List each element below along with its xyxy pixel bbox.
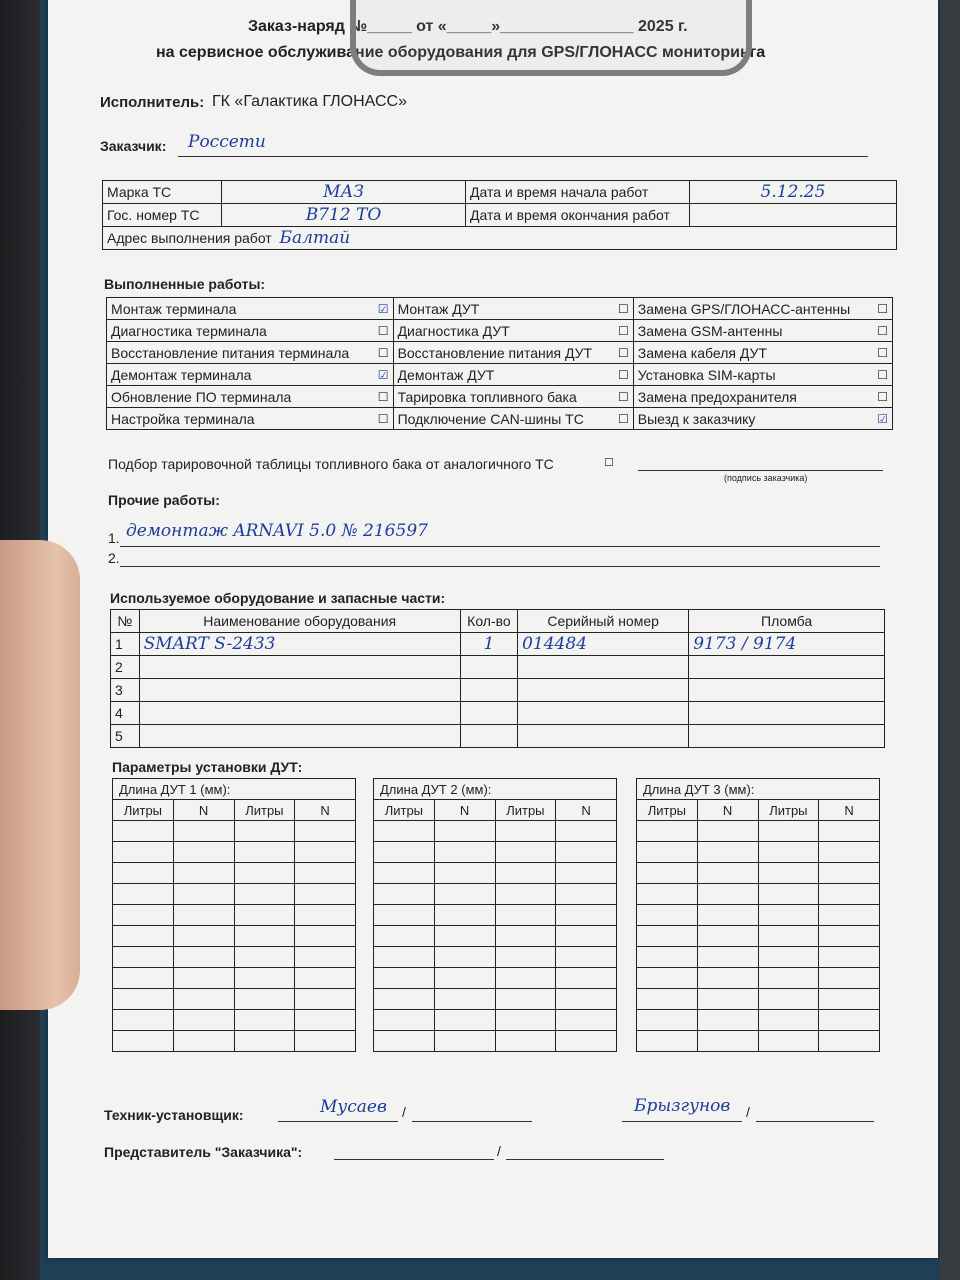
dut-cell[interactable] — [819, 1031, 880, 1052]
works-table — [106, 297, 893, 430]
technician-name-second-line — [756, 1121, 874, 1122]
dut-cell[interactable] — [234, 884, 295, 905]
dut-cell[interactable] — [758, 968, 819, 989]
work-label: Замена GSM-антенны — [633, 320, 868, 342]
dut-cell[interactable] — [819, 905, 880, 926]
dut-cell[interactable] — [434, 989, 495, 1010]
customer-rep-line-1 — [334, 1159, 494, 1160]
dut-cell[interactable] — [819, 1010, 880, 1031]
customer-rep-label: Представитель "Заказчика": — [104, 1144, 303, 1160]
work-label: Выезд к заказчику — [633, 408, 868, 430]
dut-cell[interactable] — [819, 863, 880, 884]
equipment-cell — [689, 679, 885, 702]
dut-column-header: Литры — [113, 800, 174, 821]
dut-cell[interactable] — [374, 989, 435, 1010]
dut-cell[interactable] — [556, 821, 617, 842]
work-label: Восстановление питания терминала — [107, 342, 369, 364]
separator: / — [746, 1104, 750, 1120]
equipment-handwritten-value: 9173 / 9174 — [693, 634, 797, 654]
dut-cell[interactable] — [173, 989, 234, 1010]
dut-table-title: Длина ДУТ 3 (мм): — [637, 779, 880, 800]
plate-label: Гос. номер ТС — [103, 204, 222, 227]
dut-cell[interactable] — [495, 968, 556, 989]
dut-cell[interactable] — [434, 1010, 495, 1031]
work-checkbox[interactable]: ☐ — [868, 342, 893, 364]
customer-label: Заказчик: — [100, 138, 167, 154]
dut-cell[interactable] — [173, 926, 234, 947]
equipment-handwritten-value: 1 — [483, 634, 495, 654]
dut-cell[interactable] — [434, 947, 495, 968]
work-checkbox[interactable]: ☐ — [609, 364, 634, 386]
dut-cell[interactable] — [234, 1010, 295, 1031]
dut-cell[interactable] — [374, 884, 435, 905]
equipment-cell — [518, 725, 689, 748]
dut-cell[interactable] — [556, 842, 617, 863]
equipment-column-header: Наименование оборудования — [139, 610, 460, 633]
dut-cell[interactable] — [637, 989, 698, 1010]
dut-cell[interactable] — [637, 884, 698, 905]
dut-cell[interactable] — [113, 989, 174, 1010]
other-works-title: Прочие работы: — [108, 492, 220, 508]
work-label: Диагностика ДУТ — [393, 320, 609, 342]
dut-cell[interactable] — [495, 863, 556, 884]
work-label: Демонтаж ДУТ — [393, 364, 609, 386]
dut-cell[interactable] — [637, 926, 698, 947]
dut-cell[interactable] — [434, 821, 495, 842]
equipment-column-header: № — [111, 610, 140, 633]
dut-cell[interactable] — [113, 926, 174, 947]
address-value: Балтай — [279, 228, 351, 248]
technician-name-line — [622, 1121, 742, 1122]
dut-cell[interactable] — [434, 905, 495, 926]
work-checkbox[interactable]: ☑ — [369, 364, 394, 386]
equipment-cell — [518, 656, 689, 679]
equipment-cell — [139, 633, 460, 656]
work-checkbox[interactable]: ☐ — [868, 320, 893, 342]
end-label: Дата и время окончания работ — [466, 204, 690, 227]
dut-cell[interactable] — [113, 947, 174, 968]
dut-cell[interactable] — [295, 863, 356, 884]
form-title: Заказ-наряд №_____ от «_____»_______________ 2025 г. — [248, 18, 688, 35]
dut-cell[interactable] — [556, 989, 617, 1010]
equipment-cell — [139, 656, 460, 679]
equipment-cell — [460, 702, 517, 725]
dut-cell[interactable] — [819, 821, 880, 842]
dut-cell[interactable] — [697, 905, 758, 926]
dut-cell[interactable] — [556, 926, 617, 947]
other-item-1-line — [120, 546, 880, 547]
dut-cell[interactable] — [819, 968, 880, 989]
work-checkbox[interactable]: ☐ — [609, 408, 634, 430]
dut-cell[interactable] — [697, 926, 758, 947]
dut-cell[interactable] — [113, 968, 174, 989]
technician-name: Брызгунов — [634, 1096, 731, 1116]
equipment-cell — [460, 679, 517, 702]
dut-cell[interactable] — [173, 968, 234, 989]
dut-cell[interactable] — [637, 842, 698, 863]
technician-sign: Мусаев — [320, 1097, 387, 1117]
brand-label: Марка ТС — [103, 181, 222, 204]
dut-cell[interactable] — [697, 968, 758, 989]
dut-cell[interactable] — [113, 863, 174, 884]
technician-second-line — [412, 1121, 532, 1122]
equipment-column-header: Пломба — [689, 610, 885, 633]
dut-cell[interactable] — [295, 842, 356, 863]
dut-cell[interactable] — [758, 905, 819, 926]
tank-table-checkbox[interactable]: ☐ — [604, 457, 614, 469]
work-checkbox[interactable]: ☐ — [609, 386, 634, 408]
dut-cell[interactable] — [295, 884, 356, 905]
dut-cell[interactable] — [556, 968, 617, 989]
work-checkbox[interactable]: ☐ — [868, 386, 893, 408]
equipment-column-header: Серийный номер — [518, 610, 689, 633]
works-title: Выполненные работы: — [104, 276, 266, 292]
dut-cell[interactable] — [495, 884, 556, 905]
dut-cell[interactable] — [374, 1010, 435, 1031]
dut-cell[interactable] — [374, 926, 435, 947]
dut-cell[interactable] — [495, 947, 556, 968]
equipment-cell — [518, 679, 689, 702]
equipment-cell — [139, 725, 460, 748]
dut-cell[interactable] — [697, 821, 758, 842]
work-label: Замена кабеля ДУТ — [633, 342, 868, 364]
customer-rep-line-2 — [506, 1159, 664, 1160]
dut-cell[interactable] — [234, 863, 295, 884]
work-label: Подключение CAN-шины ТС — [393, 408, 609, 430]
dut-cell[interactable] — [637, 947, 698, 968]
dut-cell[interactable] — [637, 1031, 698, 1052]
dut-cell[interactable] — [234, 947, 295, 968]
dut-cell[interactable] — [495, 905, 556, 926]
dut-cell[interactable] — [637, 821, 698, 842]
dut-column-header: Литры — [758, 800, 819, 821]
equipment-cell — [689, 725, 885, 748]
equipment-cell — [518, 633, 689, 656]
dut-table — [636, 778, 880, 1052]
dut-cell[interactable] — [819, 884, 880, 905]
dut-cell[interactable] — [173, 1010, 234, 1031]
dut-cell[interactable] — [637, 968, 698, 989]
dut-cell[interactable] — [234, 821, 295, 842]
work-label: Монтаж ДУТ — [393, 298, 609, 320]
dut-column-header: N — [295, 800, 356, 821]
work-checkbox[interactable]: ☐ — [369, 320, 394, 342]
equipment-cell — [689, 633, 885, 656]
equipment-handwritten-value: 014484 — [522, 634, 588, 654]
vehicle-table — [102, 180, 897, 250]
dut-cell[interactable] — [758, 989, 819, 1010]
dut-cell[interactable] — [495, 1031, 556, 1052]
work-label: Тарировка топливного бака — [393, 386, 609, 408]
equipment-row-number: 1 — [111, 633, 140, 656]
technician-sign-line — [278, 1121, 398, 1122]
work-label: Обновление ПО терминала — [107, 386, 369, 408]
equipment-cell — [460, 656, 517, 679]
dut-cell[interactable] — [374, 968, 435, 989]
dut-cell[interactable] — [434, 863, 495, 884]
dut-cell[interactable] — [637, 1010, 698, 1031]
dut-cell[interactable] — [234, 968, 295, 989]
dut-cell[interactable] — [234, 905, 295, 926]
dut-cell[interactable] — [374, 821, 435, 842]
dut-cell[interactable] — [697, 863, 758, 884]
dut-cell[interactable] — [697, 1010, 758, 1031]
equipment-row-number: 4 — [111, 702, 140, 725]
customer-line — [178, 156, 868, 157]
dut-cell[interactable] — [758, 1031, 819, 1052]
equipment-cell — [139, 679, 460, 702]
start-value: 5.12.25 — [760, 182, 826, 202]
dut-cell[interactable] — [295, 947, 356, 968]
work-label: Восстановление питания ДУТ — [393, 342, 609, 364]
dut-cell[interactable] — [758, 884, 819, 905]
dut-cell[interactable] — [495, 821, 556, 842]
end-value — [690, 204, 897, 227]
dut-cell[interactable] — [697, 989, 758, 1010]
work-checkbox[interactable]: ☐ — [609, 342, 634, 364]
work-label: Демонтаж терминала — [107, 364, 369, 386]
other-item-1-num: 1. — [108, 530, 120, 546]
other-item-1-value: демонтаж ARNAVI 5.0 № 216597 — [126, 521, 428, 541]
dut-column-header: Литры — [495, 800, 556, 821]
dut-cell[interactable] — [173, 884, 234, 905]
dut-cell[interactable] — [173, 863, 234, 884]
dut-cell[interactable] — [819, 989, 880, 1010]
dut-cell[interactable] — [637, 905, 698, 926]
dut-cell[interactable] — [495, 989, 556, 1010]
work-checkbox[interactable]: ☑ — [369, 298, 394, 320]
dut-cell[interactable] — [556, 1031, 617, 1052]
dut-cell[interactable] — [556, 863, 617, 884]
dut-cell[interactable] — [113, 1031, 174, 1052]
dut-cell[interactable] — [113, 905, 174, 926]
brand-value: МАЗ — [323, 182, 364, 202]
work-checkbox[interactable]: ☐ — [868, 364, 893, 386]
dut-cell[interactable] — [697, 947, 758, 968]
address-label: Адрес выполнения работ — [107, 230, 272, 246]
dut-cell[interactable] — [295, 1010, 356, 1031]
order-form-sheet — [48, 0, 938, 1258]
clipboard-clip — [350, 0, 752, 76]
dut-cell[interactable] — [113, 884, 174, 905]
dut-cell[interactable] — [295, 989, 356, 1010]
dut-cell[interactable] — [434, 884, 495, 905]
dut-table — [373, 778, 617, 1052]
dut-cell[interactable] — [637, 863, 698, 884]
equipment-row-number: 5 — [111, 725, 140, 748]
dut-cell[interactable] — [819, 842, 880, 863]
dut-cell[interactable] — [295, 821, 356, 842]
dut-column-header: N — [819, 800, 880, 821]
dut-cell[interactable] — [113, 821, 174, 842]
work-label: Установка SIM-карты — [633, 364, 868, 386]
equipment-handwritten-value: SMART S-2433 — [143, 634, 276, 654]
dut-cell[interactable] — [295, 926, 356, 947]
work-label: Монтаж терминала — [107, 298, 369, 320]
equipment-table — [110, 609, 885, 748]
dut-cell[interactable] — [113, 1010, 174, 1031]
work-checkbox[interactable]: ☐ — [609, 320, 634, 342]
dut-cell[interactable] — [758, 821, 819, 842]
dut-cell[interactable] — [234, 842, 295, 863]
work-checkbox[interactable]: ☐ — [369, 386, 394, 408]
dut-title: Параметры установки ДУТ: — [112, 759, 303, 775]
dut-column-header: Литры — [374, 800, 435, 821]
dut-cell[interactable] — [495, 1010, 556, 1031]
dut-cell[interactable] — [295, 905, 356, 926]
customer-signature-line — [638, 470, 883, 471]
other-item-2-num: 2. — [108, 550, 120, 566]
dut-cell[interactable] — [173, 821, 234, 842]
equipment-cell — [460, 725, 517, 748]
dut-table — [112, 778, 356, 1052]
dut-cell[interactable] — [758, 1010, 819, 1031]
dut-cell[interactable] — [434, 968, 495, 989]
plate-value: В712 ТО — [305, 205, 382, 225]
form-subtitle: на сервисное обслуживание оборудования для GPS/ГЛОНАСС мониторинга — [156, 44, 766, 61]
dut-cell[interactable] — [697, 884, 758, 905]
dut-column-header: Литры — [234, 800, 295, 821]
dut-cell[interactable] — [374, 863, 435, 884]
dut-cell[interactable] — [697, 842, 758, 863]
dut-cell[interactable] — [234, 989, 295, 1010]
dut-cell[interactable] — [374, 905, 435, 926]
dut-cell[interactable] — [758, 947, 819, 968]
dut-cell[interactable] — [556, 884, 617, 905]
equipment-column-header: Кол-во — [460, 610, 517, 633]
work-label: Замена GPS/ГЛОНАСС-антенны — [633, 298, 868, 320]
separator: / — [402, 1104, 406, 1120]
dut-cell[interactable] — [495, 842, 556, 863]
dut-cell[interactable] — [173, 842, 234, 863]
dut-cell[interactable] — [295, 1031, 356, 1052]
dut-cell[interactable] — [495, 926, 556, 947]
executor-label: Исполнитель: — [100, 94, 205, 111]
dut-cell[interactable] — [434, 926, 495, 947]
dut-cell[interactable] — [758, 842, 819, 863]
dut-table-title: Длина ДУТ 2 (мм): — [374, 779, 617, 800]
dut-cell[interactable] — [374, 947, 435, 968]
dut-cell[interactable] — [819, 926, 880, 947]
dut-cell[interactable] — [758, 863, 819, 884]
dut-column-header: Литры — [637, 800, 698, 821]
equipment-cell — [139, 702, 460, 725]
signature-caption: (подпись заказчика) — [724, 473, 808, 483]
dut-cell[interactable] — [556, 1010, 617, 1031]
dut-cell[interactable] — [758, 926, 819, 947]
work-checkbox[interactable]: ☐ — [369, 342, 394, 364]
work-checkbox[interactable]: ☐ — [609, 298, 634, 320]
work-checkbox[interactable]: ☐ — [369, 408, 394, 430]
work-checkbox[interactable]: ☑ — [868, 408, 893, 430]
thumb — [0, 540, 80, 1010]
dut-cell[interactable] — [556, 905, 617, 926]
dut-column-header: N — [173, 800, 234, 821]
equipment-cell — [689, 656, 885, 679]
equipment-cell — [460, 633, 517, 656]
dut-column-header: N — [697, 800, 758, 821]
work-label: Замена предохранителя — [633, 386, 868, 408]
tank-table-label: Подбор тарировочной таблицы топливного бака от аналогичного ТС — [108, 456, 554, 472]
start-label: Дата и время начала работ — [466, 181, 690, 204]
work-checkbox[interactable]: ☐ — [868, 298, 893, 320]
dut-cell[interactable] — [234, 1031, 295, 1052]
other-item-2-line — [120, 566, 880, 567]
equipment-row-number: 3 — [111, 679, 140, 702]
work-label: Диагностика терминала — [107, 320, 369, 342]
dut-cell[interactable] — [556, 947, 617, 968]
dut-cell[interactable] — [434, 842, 495, 863]
dut-cell[interactable] — [819, 947, 880, 968]
dut-cell[interactable] — [173, 1031, 234, 1052]
dut-cell[interactable] — [173, 905, 234, 926]
equipment-cell — [518, 702, 689, 725]
dut-cell[interactable] — [173, 947, 234, 968]
dut-cell[interactable] — [374, 1031, 435, 1052]
work-label: Настройка терминала — [107, 408, 369, 430]
equipment-title: Используемое оборудование и запасные части: — [110, 590, 446, 606]
dut-cell[interactable] — [113, 842, 174, 863]
dut-cell[interactable] — [295, 968, 356, 989]
dut-cell[interactable] — [697, 1031, 758, 1052]
dut-table-title: Длина ДУТ 1 (мм): — [113, 779, 356, 800]
technician-label: Техник-установщик: — [104, 1107, 244, 1123]
dut-cell[interactable] — [234, 926, 295, 947]
separator: / — [497, 1143, 501, 1159]
dut-column-header: N — [556, 800, 617, 821]
customer-value: Россети — [188, 132, 266, 152]
executor-value: ГК «Галактика ГЛОНАСС» — [212, 93, 407, 110]
dut-cell[interactable] — [374, 842, 435, 863]
dut-cell[interactable] — [434, 1031, 495, 1052]
equipment-cell — [689, 702, 885, 725]
equipment-row-number: 2 — [111, 656, 140, 679]
dut-column-header: N — [434, 800, 495, 821]
